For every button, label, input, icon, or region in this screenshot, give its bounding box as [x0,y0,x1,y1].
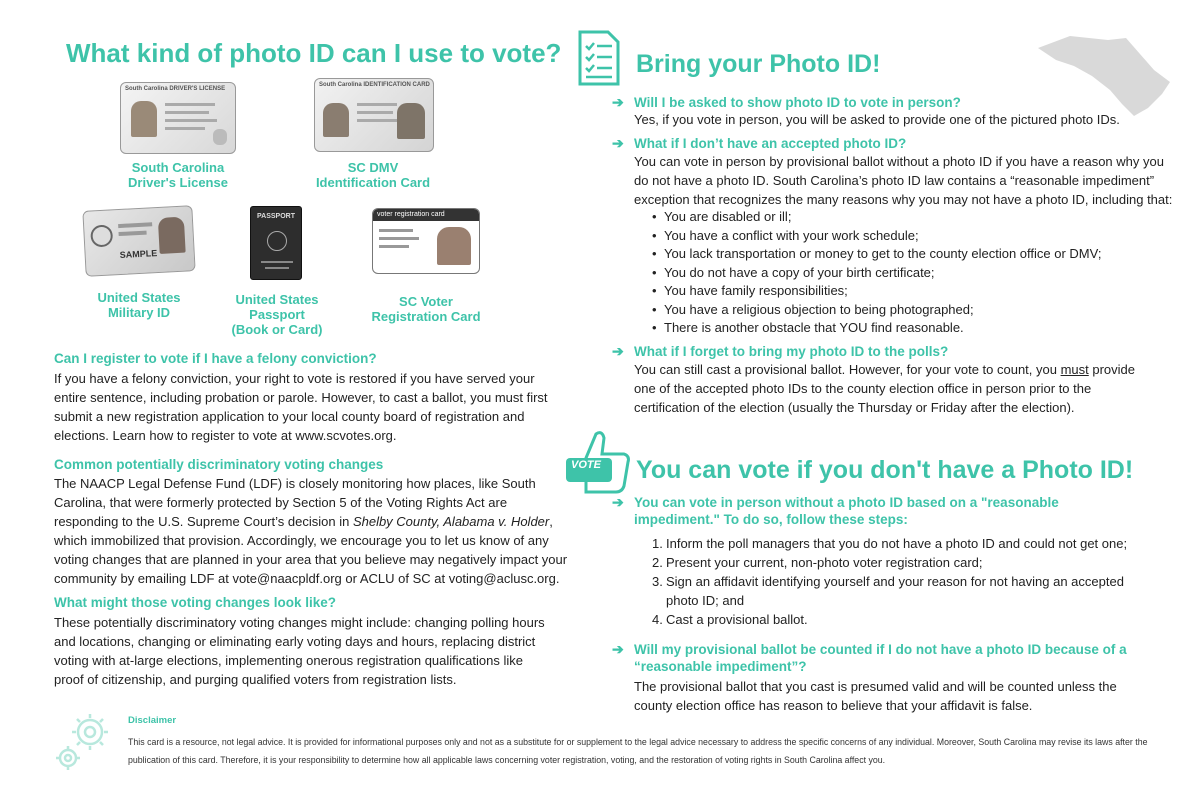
checklist-icon [576,30,622,86]
sc-drivers-license-image [120,82,236,154]
voter-registration-card-image [372,208,480,274]
portrait-photo [131,101,157,137]
answer-no-id: You can vote in person by provisional ballot without a photo ID if you have a reason why you do not have a photo ID. South Carolina’s photo ID law contains a “reasonable impediment” exception that recognizes the many reasons why you may not have a photo ID, including that: [634,154,1173,207]
question-reasonable-impediment: ➔ You can vote in person without a photo ID based on a "reasonable impediment." To do so, follow these steps: [612,494,1059,527]
list-item: 2. Present your current, non-photo voter registration card; [652,555,983,570]
card-label-drivers-license: South Carolina Driver's License [128,160,228,190]
card-label-military-id: United States Military ID [97,290,181,320]
list-item: • You do not have a copy of your birth certificate; [652,264,1172,283]
look-like-heading: What might those voting changes look like? [54,595,337,610]
vote-badge-text: VOTE [571,459,601,471]
seal-icon [90,224,113,247]
military-id-image [82,205,195,277]
arrow-right-icon: ➔ [612,94,624,110]
gears-icon [50,706,120,776]
card-label-voter-registration: SC Voter Registration Card [371,294,481,324]
list-item: • There is another obstacle that YOU find reasonable. [652,319,1172,338]
list-item: 1. Inform the poll managers that you do not have a photo ID and could not get one; [652,536,1128,551]
card-text: SAMPLE [119,248,158,261]
south-carolina-map-icon [1030,30,1180,120]
list-item: • You have a conflict with your work schedule; [652,227,1172,246]
card-label-dmv-id: SC DMV Identification Card [315,160,431,190]
answer-forget-id: You can still cast a provisional ballot. However, for your vote to count, you must provide one of the accepted photo IDs to the county election office in person prior to the certification of the election (usually the Thursday or Friday after the election). [634,362,1136,415]
list-item: 4. Cast a provisional ballot. [652,612,808,627]
disclaimer-heading: Disclaimer [128,715,177,726]
question-show-id: ➔ Will I be asked to show photo ID to vote in person? [612,94,961,110]
impediment-reasons-list [652,208,1172,338]
answer-ballot-counted: The provisional ballot that you cast is presumed valid and will be counted unless the county election office has reason to believe that your affidavit is false. [634,679,1117,713]
discriminatory-heading: Common potentially discriminatory voting changes [54,457,384,472]
discriminatory-body: The NAACP Legal Defense Fund (LDF) is closely monitoring how places, like South Carolina, that were formerly protected by Section 5 of the Voting Rights Act are responding to the U.S. Supreme Court’s decision in Shelby County, Alabama v. Holder, which immobilized that provision. Accordingly, we encourage you to let us know of any voting changes that are planned in your area that you believe may negatively impact your community by emailing LDF at vote@naacpldf.org or ACLU of SC at voting@aclusc.org. [54,476,568,586]
disclaimer-body: This card is a resource, not legal advice. It is provided for informational purposes only and not as a substitute for or supplement to the legal advice necessary to address the specific concerns of any individual. Moreover, South Carolina may revise its laws after the publication of this card. Therefore, it is your responsibility to determine how all applicable laws concerning voter registration, voting, and the restoration of voting rights in South Carolina affect you. [128,737,1148,765]
arrow-right-icon: ➔ [612,494,624,510]
card-text: South Carolina IDENTIFICATION CARD [319,82,430,88]
page-title: What kind of photo ID can I use to vote? [66,38,562,68]
question-ballot-counted: ➔ Will my provisional ballot be counted if I do not have a photo ID because of a “reasonable impediment”? [612,641,1127,674]
question-forget-id: ➔ What if I forget to bring my photo ID to the polls? [612,343,949,359]
bring-photo-id-title: Bring your Photo ID! [636,50,881,78]
sc-dmv-id-image [314,78,434,152]
passport-image [250,206,302,280]
eagle-seal-icon [267,231,287,251]
list-item: • You lack transportation or money to get to the county election office or DMV; [652,245,1172,264]
portrait-photo-ghost [397,103,425,139]
arrow-right-icon: ➔ [612,641,624,657]
vote-without-id-title: You can vote if you don't have a Photo ID! [636,456,1134,484]
card-text: voter registration card [373,209,479,221]
steps-list [652,534,1152,629]
question-no-id: ➔ What if I don’t have an accepted photo ID? [612,135,907,151]
felony-body: If you have a felony conviction, your right to vote is restored if you have served your entire sentence, including probation or parole. However, to cast a ballot, you must first submit a new registration application to your local county board of registration and elections. Learn how to register to vote at www.scvotes.org. [54,371,548,443]
arrow-right-icon: ➔ [612,343,624,359]
card-text: PASSPORT [257,213,295,220]
answer-show-id: Yes, if you vote in person, you will be asked to provide one of the pictured photo IDs. [634,112,1120,127]
portrait-photo [158,217,186,254]
felony-heading: Can I register to vote if I have a felony conviction? [54,351,377,366]
portrait-photo [437,227,471,265]
card-text: South Carolina DRIVER'S LICENSE [125,86,226,92]
list-item: 3. Sign an affidavit identifying yourself and your reason for not having an accepted photo ID; and [652,574,1124,608]
look-like-body: These potentially discriminatory voting changes might include: changing polling hours and locations, changing or eliminating early voting days and hours, replacing district voting with at-large elections, implementing onerous registration qualifications like proof of citizenship, and purging qualified voters from registration lists. [54,615,545,687]
list-item: • You have family responsibilities; [652,282,1172,301]
portrait-photo [323,103,349,137]
card-label-passport: United States Passport (Book or Card) [231,292,323,337]
arrow-right-icon: ➔ [612,135,624,151]
list-item: • You are disabled or ill; [652,208,1172,227]
list-item: • You have a religious objection to being photographed; [652,301,1172,320]
